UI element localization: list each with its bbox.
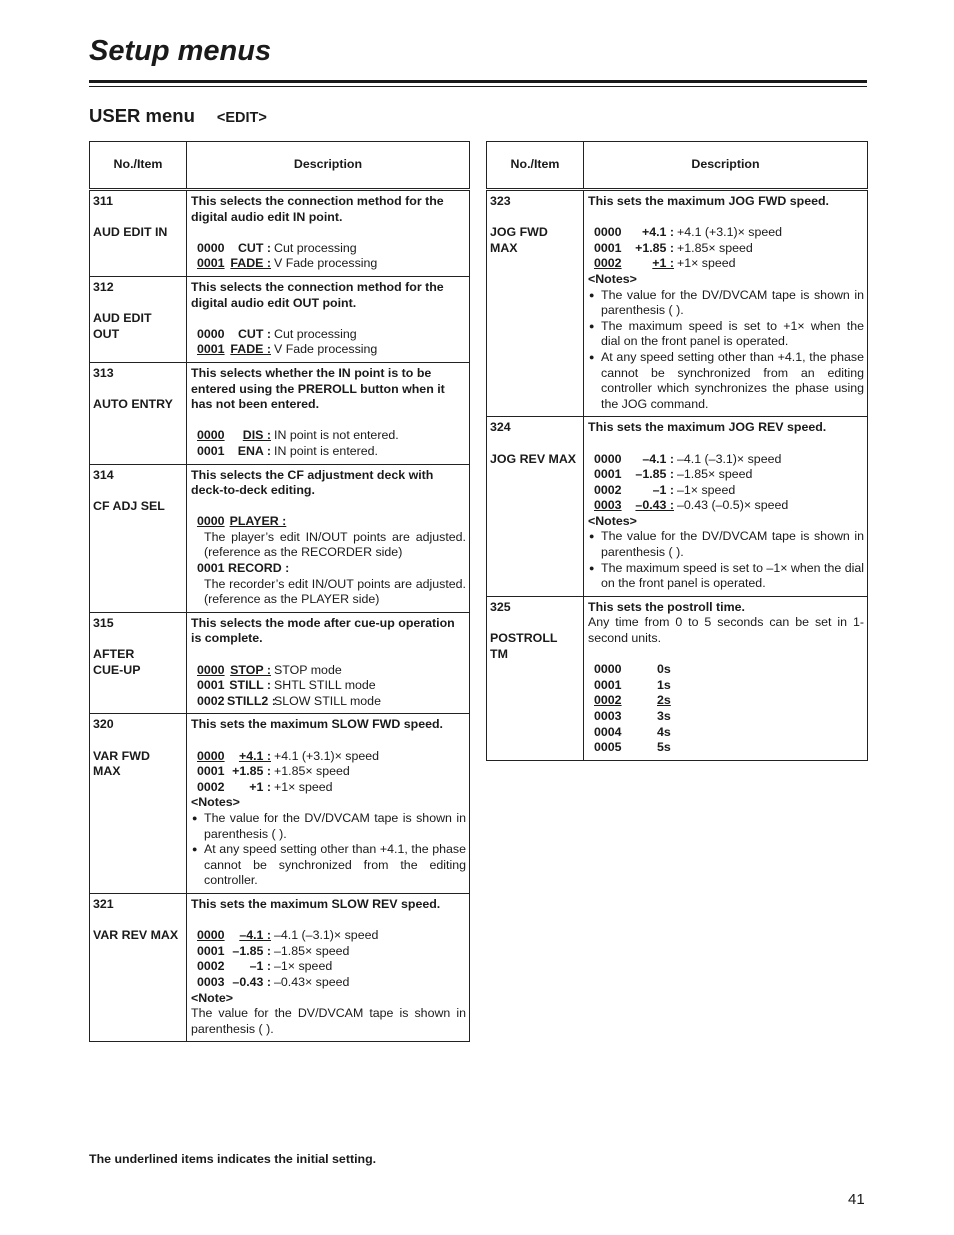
column-header-description: Description — [584, 142, 868, 190]
notes-label: <Notes> — [191, 795, 240, 810]
table-row — [487, 417, 868, 597]
item-description: This sets the maximum SLOW REV speed. — [191, 896, 441, 911]
item-cell — [90, 714, 187, 894]
description-cell — [187, 190, 470, 277]
note-item: ● The value for the DV/DVCAM tape is shown in parenthesis ( ). — [588, 529, 864, 560]
item-cell — [90, 276, 187, 362]
footer-note: The underlined items indicates the initial setting. — [89, 1152, 377, 1166]
item-name-cont: TM — [490, 646, 508, 661]
item-name-cont: MAX — [93, 764, 121, 779]
option-row: 0001 FADE : V Fade processing — [197, 256, 378, 271]
settings-table-right — [486, 141, 868, 761]
item-cell — [487, 596, 584, 760]
description-cell — [187, 714, 470, 894]
table-row — [90, 362, 470, 464]
item-description: This sets the maximum SLOW FWD speed. — [191, 717, 443, 732]
option-row: 0000 –4.1 : –4.1 (–3.1)× speed — [197, 928, 379, 943]
table-row — [90, 714, 470, 894]
description-cell — [187, 362, 470, 464]
title-rule-thin — [89, 86, 867, 87]
item-name-cont: CUE-UP — [93, 662, 141, 677]
option-row: 0001 1s — [594, 677, 671, 692]
item-description: This selects the connection method for the digital audio edit OUT point. — [191, 279, 444, 310]
item-cell — [90, 612, 187, 714]
notes-label: <Notes> — [588, 513, 637, 528]
option-row: 0000 +4.1 : +4.1 (+3.1)× speed — [594, 225, 783, 240]
item-number: 313 — [93, 365, 114, 380]
section-heading — [89, 104, 267, 130]
item-number: 311 — [93, 194, 113, 208]
item-name: AUD EDIT — [93, 311, 152, 326]
option-row: 0001 RECORD : — [197, 561, 290, 576]
item-description-detail: Any time from 0 to 5 seconds can be set in 1-second units. — [588, 615, 864, 646]
description-cell — [187, 612, 470, 714]
item-cell — [90, 464, 187, 612]
item-cell — [487, 190, 584, 417]
note-item: ● At any speed setting other than +4.1, the phase cannot be synchronized from an editing controller which synchronizes the phase using the JOG command. — [588, 350, 864, 412]
description-cell — [584, 417, 868, 597]
option-row: 0000 –4.1 : –4.1 (–3.1)× speed — [594, 451, 782, 466]
option-detail: The player’s edit IN/OUT points are adjusted. (reference as the RECORDER side) — [204, 529, 466, 560]
option-row: 0001 FADE : V Fade processing — [197, 342, 378, 357]
option-row: 0003 –0.43 : –0.43 (–0.5)× speed — [594, 498, 789, 513]
option-detail: The recorder’s edit IN/OUT points are adjusted. (reference as the PLAYER side) — [204, 576, 466, 607]
column-header-item: No./Item — [487, 142, 584, 190]
option-row: 0001 STILL : SHTL STILL mode — [197, 678, 376, 693]
option-row: 0000 DIS : IN point is not entered. — [197, 428, 399, 443]
item-description: This selects the CF adjustment deck with deck-to-deck editing. — [191, 467, 434, 498]
option-row: 0001 –1.85 : –1.85× speed — [197, 943, 350, 958]
column-header-description: Description — [187, 142, 470, 190]
item-name: POSTROLL — [490, 631, 558, 646]
item-name: VAR REV MAX — [93, 928, 179, 943]
item-cell — [90, 190, 187, 277]
option-row: 0003 –0.43 : –0.43× speed — [197, 974, 350, 989]
option-row: 0000 0s — [594, 662, 671, 677]
item-number: 324 — [490, 420, 511, 435]
option-row: 0002 2s — [594, 693, 671, 708]
note-item: ● At any speed setting other than +4.1, the phase cannot be synchronized from the editing controller. — [191, 842, 466, 889]
page-number: 41 — [848, 1191, 865, 1208]
note-item: ● The maximum speed is set to +1× when the dial on the front panel is operated. — [588, 319, 864, 350]
table-row — [90, 276, 470, 362]
item-name: AFTER — [93, 647, 135, 662]
table-row — [90, 464, 470, 612]
option-row: 0000 +4.1 : +4.1 (+3.1)× speed — [197, 748, 380, 763]
note-item: ● The maximum speed is set to –1× when the dial on the front panel is operated. — [588, 561, 864, 592]
item-name: CF ADJ SEL — [93, 498, 165, 513]
item-name: JOG FWD — [490, 225, 548, 240]
item-cell — [90, 893, 187, 1041]
item-description: This selects the connection method for the digital audio edit IN point. — [191, 194, 444, 224]
option-row: 0001 –1.85 : –1.85× speed — [594, 467, 753, 482]
description-cell — [584, 190, 868, 417]
section-tag: <EDIT> — [216, 110, 267, 126]
option-row: 0004 4s — [594, 724, 671, 739]
description-cell — [187, 893, 470, 1041]
option-row: 0003 3s — [594, 709, 671, 723]
option-row: 0002 –1 : –1× speed — [197, 959, 333, 974]
option-row: 0005 5s — [594, 740, 671, 755]
option-row: 0000 STOP : STOP mode — [197, 662, 342, 677]
option-row: 0000 PLAYER : — [197, 514, 287, 529]
item-name: AUTO ENTRY — [93, 397, 173, 412]
table-row — [90, 190, 470, 277]
item-number: 314 — [93, 467, 114, 482]
item-description: This sets the maximum JOG FWD speed. — [588, 194, 829, 208]
column-header-item: No./Item — [90, 142, 187, 190]
notes-label: <Notes> — [588, 271, 637, 286]
option-row: 0000 CUT : Cut processing — [197, 326, 357, 341]
item-number: 312 — [93, 279, 114, 294]
option-row: 0002 +1 : +1× speed — [197, 779, 333, 794]
settings-table-left — [89, 141, 470, 1042]
note-label: <Note> — [191, 990, 234, 1005]
option-row: 0001 ENA : IN point is entered. — [197, 443, 379, 458]
description-cell — [187, 464, 470, 612]
note-item: ● The value for the DV/DVCAM tape is shown in parenthesis ( ). — [191, 811, 466, 842]
item-description: This sets the postroll time. — [588, 599, 745, 614]
item-number: 323 — [490, 194, 511, 208]
description-cell — [187, 276, 470, 362]
option-row: 0001 +1.85 : +1.85× speed — [594, 240, 753, 255]
option-row: 0000 CUT : Cut processing — [197, 240, 357, 255]
item-description: This sets the maximum JOG REV speed. — [588, 420, 827, 435]
item-number: 315 — [93, 615, 114, 630]
page-title: Setup menus — [89, 35, 272, 67]
option-row: 0002 +1 : +1× speed — [594, 256, 736, 271]
table-header-row — [90, 142, 470, 190]
item-description: This selects the mode after cue-up operation is complete. — [191, 615, 455, 646]
item-name: VAR FWD — [93, 748, 150, 763]
item-name-cont: OUT — [93, 326, 120, 341]
description-cell — [584, 596, 868, 760]
table-row — [90, 893, 470, 1041]
table-header-row — [487, 142, 868, 190]
item-name: AUD EDIT IN — [93, 225, 168, 240]
option-row: 0001 +1.85 : +1.85× speed — [197, 764, 350, 779]
title-rule — [89, 80, 867, 83]
item-cell — [90, 362, 187, 464]
item-name: JOG REV MAX — [490, 451, 577, 466]
table-row — [487, 190, 868, 417]
section-title: USER menu — [89, 105, 195, 126]
item-cell — [487, 417, 584, 597]
item-number: 325 — [490, 599, 511, 614]
note-item: ● The value for the DV/DVCAM tape is shown in parenthesis ( ). — [588, 288, 864, 319]
item-number: 320 — [93, 717, 114, 732]
item-name-cont: MAX — [490, 240, 518, 255]
item-description: This selects whether the IN point is to be entered using the PREROLL button when it has not been entered. — [191, 365, 445, 412]
item-number: 321 — [93, 896, 114, 911]
note-text: The value for the DV/DVCAM tape is shown in parenthesis ( ). — [191, 1006, 466, 1036]
table-row — [90, 612, 470, 714]
option-row: 0002 STILL2 :SLOW STILL mode — [197, 693, 381, 708]
option-row: 0002 –1 : –1× speed — [594, 482, 736, 497]
table-row — [487, 596, 868, 760]
